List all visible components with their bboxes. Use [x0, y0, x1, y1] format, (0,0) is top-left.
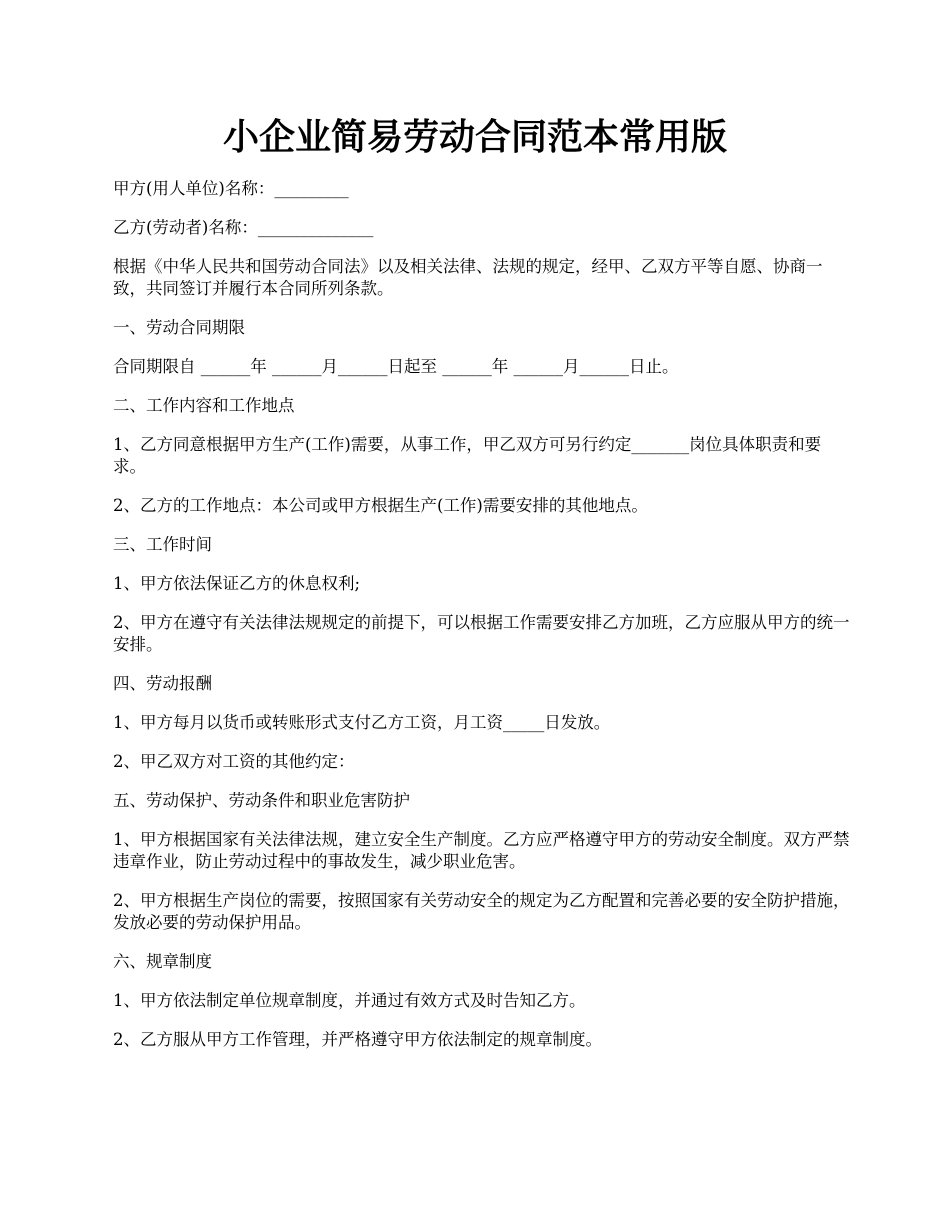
clause-2-1: 1、乙方同意根据甲方生产(工作)需要，从事工作，甲乙双方可另行约定_______岗位具体职责和要求。	[113, 435, 822, 476]
section-heading-5: 五、劳动保护、劳动条件和职业危害防护	[113, 791, 410, 810]
contract-term-line: 合同期限自 ______年 ______月______日起至 ______年 ______月______日止。	[113, 357, 679, 376]
clause-6-2: 2、乙方服从甲方工作管理，并严格遵守甲方依法制定的规章制度。	[113, 1030, 602, 1049]
clause-6-1: 1、甲方依法制定单位规章制度，并通过有效方式及时告知乙方。	[113, 991, 586, 1010]
section-heading-1: 一、劳动合同期限	[113, 318, 245, 337]
party-a-name-line: 甲方(用人单位)名称：_________	[113, 179, 349, 198]
clause-5-1: 1、甲方根据国家有关法律法规，建立安全生产制度。乙方应严格遵守甲方的劳动安全制度。双方严禁违章作业，防止劳动过程中的事故发生，减少职业危害。	[113, 830, 850, 871]
document-title: 小企业简易劳动合同范本常用版	[222, 116, 727, 158]
clause-3-1: 1、甲方依法保证乙方的休息权利;	[113, 574, 361, 593]
clause-3-2: 2、甲方在遵守有关法律法规规定的前提下，可以根据工作需要安排乙方加班，乙方应服从甲方的统一安排。	[113, 613, 850, 654]
party-b-name-line: 乙方(劳动者)名称：______________	[113, 218, 374, 237]
preamble-paragraph: 根据《中华人民共和国劳动合同法》以及相关法律、法规的规定，经甲、乙双方平等自愿、协商一致，共同签订并履行本合同所列条款。	[113, 257, 823, 298]
clause-4-2: 2、甲乙双方对工资的其他约定：	[113, 752, 355, 771]
section-heading-2: 二、工作内容和工作地点	[113, 396, 295, 415]
document-body	[113, 178, 853, 1068]
section-heading-4: 四、劳动报酬	[113, 674, 212, 693]
clause-4-1: 1、甲方每月以货币或转账形式支付乙方工资，月工资_____日发放。	[113, 713, 611, 732]
section-heading-6: 六、规章制度	[113, 952, 212, 971]
clause-2-2: 2、乙方的工作地点：本公司或甲方根据生产(工作)需要安排的其他地点。	[113, 496, 648, 515]
clause-5-2: 2、甲方根据生产岗位的需要，按照国家有关劳动安全的规定为乙方配置和完善必要的安全防护措施，发放必要的劳动保护用品。	[113, 891, 850, 932]
section-heading-3: 三、工作时间	[113, 535, 212, 554]
